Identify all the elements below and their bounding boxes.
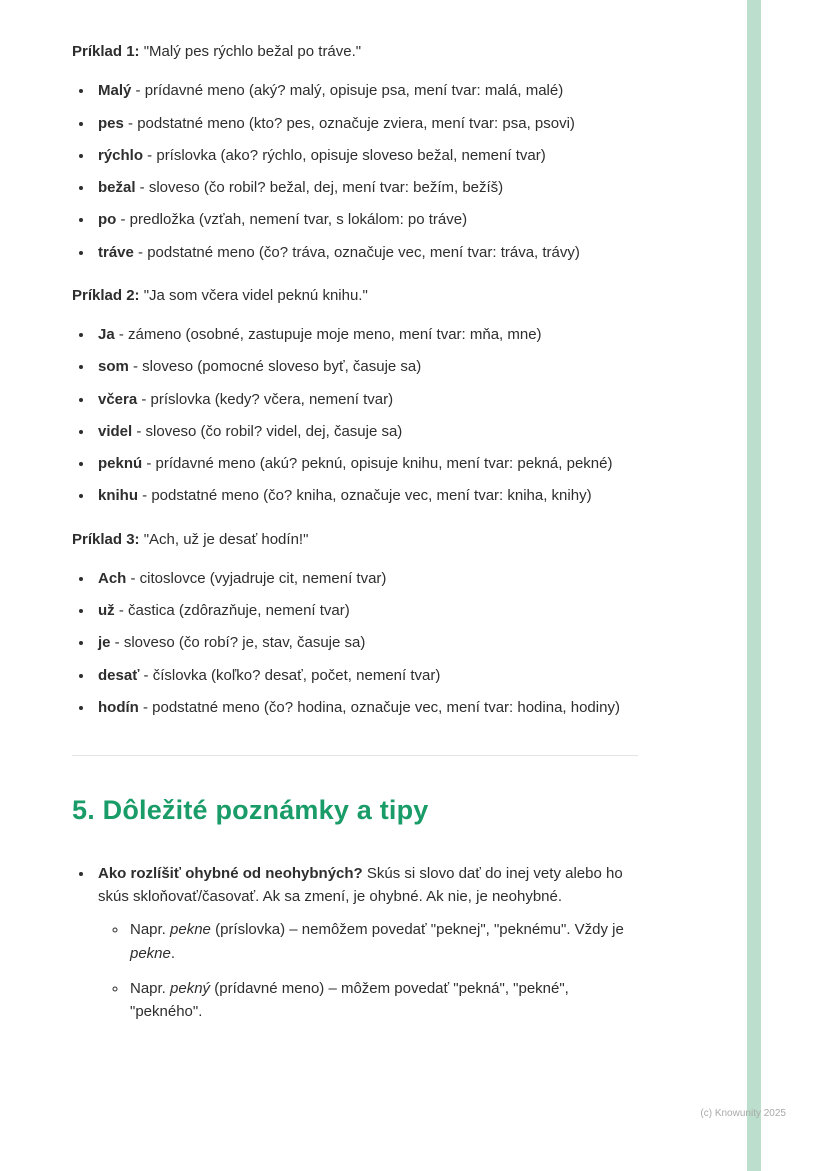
- word-description: - podstatné meno (čo? kniha, označuje vec, mení tvar: kniha, knihy): [138, 487, 592, 505]
- subtip-text: (príslovka) – nemôžem povedať "peknej", "peknému". Vždy je: [210, 921, 624, 939]
- word-description: - sloveso (čo robil? bežal, dej, mení tvar: bežím, bežíš): [135, 179, 504, 196]
- example-label: Príklad 1:: [72, 43, 140, 60]
- word-description: - sloveso (pomocné sloveso byť, časuje sa): [128, 358, 422, 376]
- word-list-item: [94, 208, 638, 231]
- word-term: včera: [98, 390, 138, 408]
- word-list-item: [94, 631, 638, 654]
- word-description: - zámeno (osobné, zastupuje moje meno, mení tvar: mňa, mne): [114, 326, 542, 343]
- document-content: [72, 40, 638, 1035]
- example-block-3: [72, 528, 638, 720]
- word-description: - podstatné meno (čo? hodina, označuje vec, mení tvar: hodina, hodiny): [138, 698, 620, 716]
- example-label: Príklad 2:: [72, 286, 140, 304]
- word-term: bežal: [98, 179, 136, 196]
- subtip-text: (prídavné meno) – môžem povedať "pekná", "pekné", "pekného".: [130, 979, 569, 1021]
- word-term: je: [98, 634, 111, 652]
- example-sentence: "Ach, už je desať hodín!": [139, 530, 309, 548]
- tip-item: [94, 862, 638, 1024]
- word-description: - citoslovce (vyjadruje cit, nemení tvar): [126, 569, 387, 587]
- example-block-2: [72, 284, 638, 508]
- example-heading: [72, 528, 638, 551]
- word-term: tráve: [98, 243, 134, 261]
- example-block-1: [72, 40, 638, 264]
- example-heading: [72, 284, 638, 307]
- word-list-item: [94, 79, 638, 102]
- tip-answer: Skús si slovo dať do inej vety alebo ho skús skloňovať/časovať. Ak sa zmení, je ohybné. Ak nie, je neohybné.: [98, 864, 623, 906]
- word-term: už: [98, 602, 115, 619]
- word-list-item: [94, 567, 638, 590]
- word-description: - číslovka (koľko? desať, počet, nemení tvar): [139, 666, 441, 684]
- word-list-item: [94, 355, 638, 378]
- word-term: knihu: [98, 487, 138, 505]
- word-list-item: [94, 323, 638, 346]
- subtip-italic-word: pekný: [170, 979, 211, 997]
- subtip-text: .: [170, 944, 176, 962]
- word-list-item: [94, 599, 638, 622]
- word-list: [72, 323, 638, 508]
- word-description: - prídavné meno (akú? peknú, opisuje knihu, mení tvar: pekná, pekné): [142, 455, 613, 472]
- word-description: - podstatné meno (čo? tráva, označuje vec, mení tvar: tráva, trávy): [133, 243, 580, 261]
- word-list-item: [94, 664, 638, 687]
- word-term: pes: [98, 114, 124, 132]
- word-list: [72, 567, 638, 719]
- example-heading: [72, 40, 638, 63]
- word-term: som: [98, 358, 129, 376]
- subtip-italic-word: pekne: [130, 944, 171, 962]
- tip-subitem: [128, 977, 638, 1024]
- word-term: rýchlo: [98, 146, 144, 164]
- word-term: Ach: [98, 569, 127, 587]
- word-term: po: [98, 211, 117, 229]
- word-description: - sloveso (čo robil? videl, dej, časuje sa): [132, 422, 403, 440]
- example-sentence: "Malý pes rýchlo bežal po tráve.": [139, 43, 362, 60]
- section-title: 5. Dôležité poznámky a tipy: [72, 795, 429, 825]
- word-description: - častica (zdôrazňuje, nemení tvar): [114, 602, 350, 619]
- word-term: Ja: [98, 326, 115, 343]
- example-label: Príklad 3:: [72, 530, 140, 548]
- word-description: - sloveso (čo robí? je, stav, časuje sa): [110, 634, 366, 652]
- word-list-item: [94, 452, 638, 475]
- word-list-item: [94, 484, 638, 507]
- tip-subitem: [128, 918, 638, 965]
- word-term: hodín: [98, 698, 139, 716]
- word-list-item: [94, 696, 638, 719]
- tip-question: Ako rozlíšiť ohybné od neohybných?: [98, 864, 363, 882]
- section-divider: [72, 755, 638, 756]
- copyright-footer: (c) Knowunity 2025: [700, 1108, 786, 1119]
- word-list-item: [94, 388, 638, 411]
- word-description: - podstatné meno (kto? pes, označuje zviera, mení tvar: psa, psovi): [123, 114, 575, 132]
- word-description: - príslovka (ako? rýchlo, opisuje sloveso bežal, nemení tvar): [143, 146, 546, 164]
- word-description: - predložka (vzťah, nemení tvar, s lokálom: po tráve): [116, 211, 468, 229]
- tips-list: [72, 862, 638, 1024]
- word-list-item: [94, 144, 638, 167]
- word-term: videl: [98, 422, 133, 440]
- word-list-item: [94, 176, 638, 199]
- word-description: - prídavné meno (aký? malý, opisuje psa, mení tvar: malá, malé): [131, 82, 564, 100]
- subtip-text: Napr.: [130, 921, 171, 939]
- word-term: Malý: [98, 82, 132, 100]
- right-accent-stripe: [747, 0, 761, 1171]
- word-list-item: [94, 420, 638, 443]
- word-term: desať: [98, 666, 140, 684]
- word-list: [72, 79, 638, 264]
- word-list-item: [94, 241, 638, 264]
- tip-subitems: [98, 918, 638, 1023]
- subtip-text: Napr.: [130, 979, 171, 997]
- subtip-italic-word: pekne: [170, 921, 211, 939]
- word-description: - príslovka (kedy? včera, nemení tvar): [137, 390, 394, 408]
- word-list-item: [94, 112, 638, 135]
- example-sentence: "Ja som včera videl peknú knihu.": [139, 286, 368, 304]
- word-term: peknú: [98, 455, 143, 472]
